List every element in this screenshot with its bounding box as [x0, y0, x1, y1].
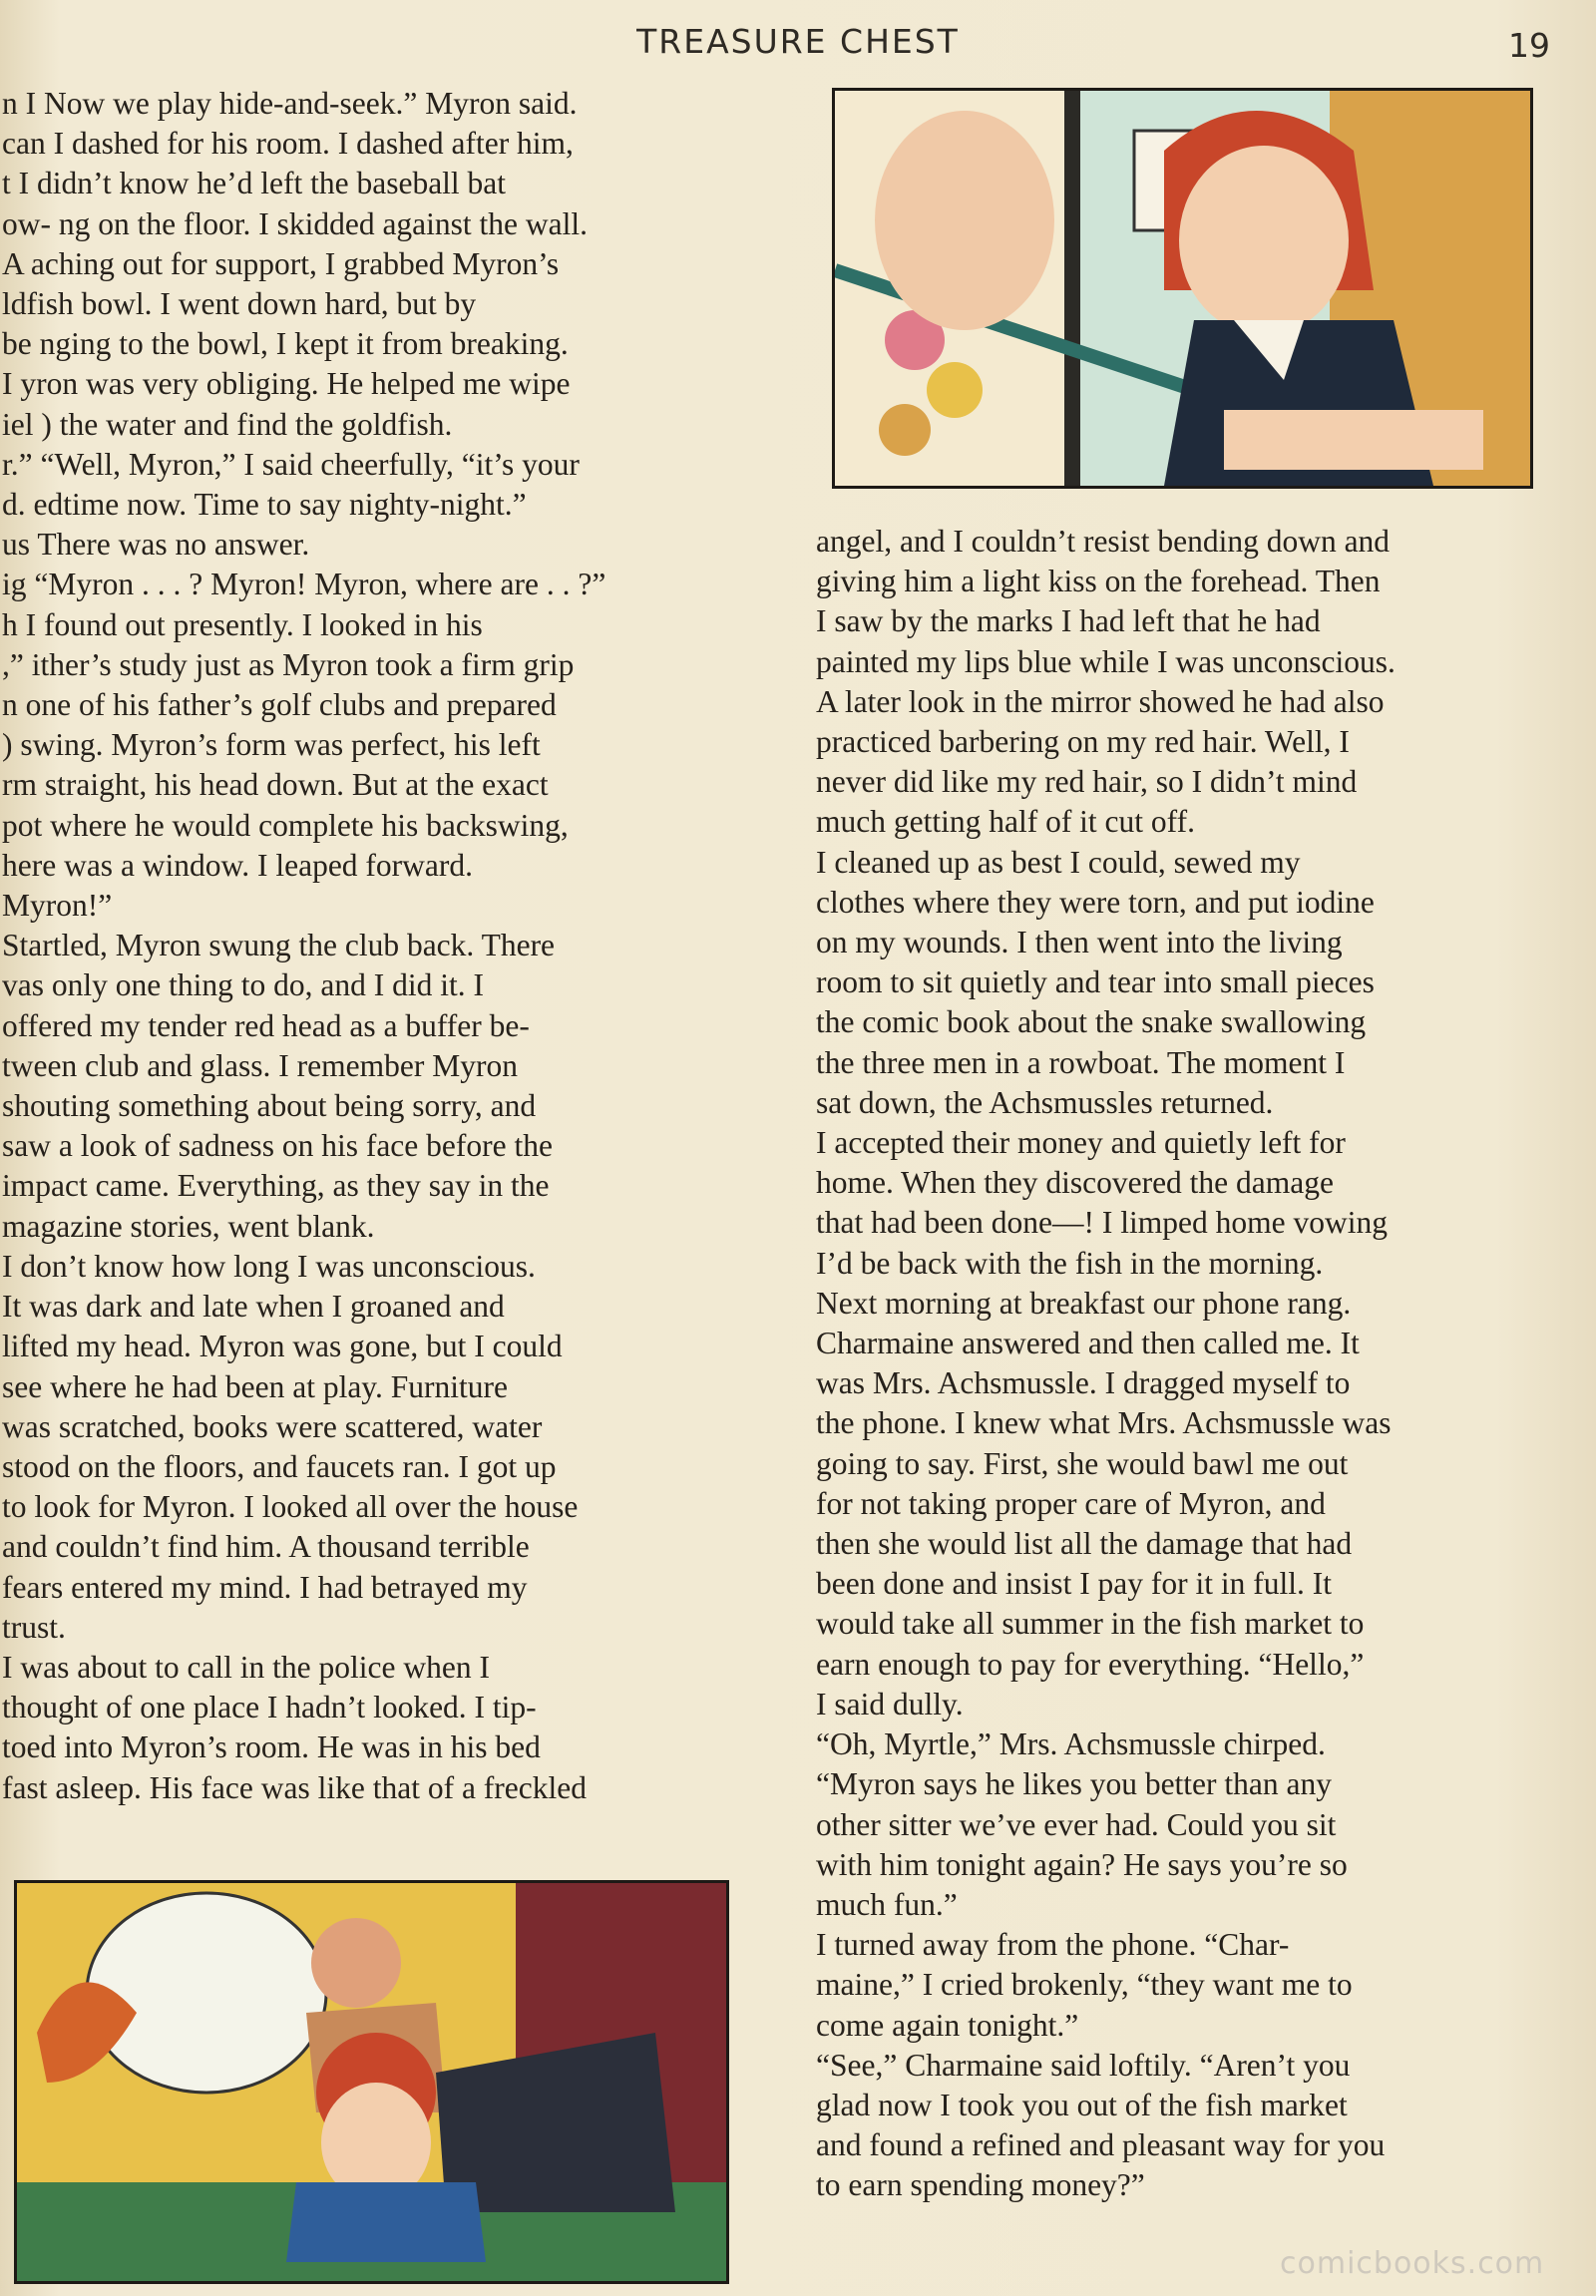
text-line: that had been done—! I limped home vowing: [816, 1205, 1388, 1241]
text-line: the phone. I knew what Mrs. Achsmussle was: [816, 1405, 1392, 1441]
text-line: d. edtime now. Time to say nighty-night.”: [2, 487, 527, 523]
text-line: painted my lips blue while I was unconscious.: [816, 643, 1396, 679]
text-line: sat down, the Achsmussles returned.: [816, 1084, 1274, 1120]
text-line: vas only one thing to do, and I did it. I: [2, 967, 484, 1003]
text-line: “Oh, Myrtle,” Mrs. Achsmussle chirped.: [816, 1726, 1326, 1762]
illustration-bottom-left: [14, 1880, 729, 2284]
text-line: ,” ither’s study just as Myron took a firm grip: [2, 646, 575, 682]
text-line: I don’t know how long I was unconscious.: [2, 1248, 536, 1284]
text-line: to earn spending money?”: [816, 2167, 1145, 2203]
text-line: I turned away from the phone. “Char-: [816, 1927, 1290, 1963]
text-line: never did like my red hair, so I didn’t mind: [816, 764, 1358, 800]
text-line: I accepted their money and quietly left for: [816, 1125, 1346, 1161]
text-line: maine,” I cried brokenly, “they want me to: [816, 1967, 1353, 2003]
right-text-column: [816, 522, 1544, 2206]
text-line: n I Now we play hide-and-seek.” Myron said.: [2, 86, 578, 121]
text-line: then she would list all the damage that had: [816, 1526, 1353, 1562]
panel-myrtle-and-myron-at-window: [835, 91, 1530, 486]
text-line: iel ) the water and find the goldfish.: [2, 406, 453, 442]
text-line: rm straight, his head down. But at the exact: [2, 767, 549, 803]
text-line: Charmaine answered and then called me. It: [816, 1326, 1360, 1361]
text-line: r.” “Well, Myron,” I said cheerfully, “it’s your: [2, 446, 580, 482]
text-line: n one of his father’s golf clubs and prepared: [2, 687, 557, 723]
text-line: much getting half of it cut off.: [816, 804, 1195, 840]
illustration-top-right: [832, 88, 1533, 489]
text-line: much fun.”: [816, 1886, 958, 1922]
text-line: I yron was very obliging. He helped me wipe: [2, 366, 571, 402]
text-line: I said dully.: [816, 1686, 964, 1722]
text-line: the three men in a rowboat. The moment I: [816, 1044, 1346, 1080]
text-line: to look for Myron. I looked all over the house: [2, 1489, 579, 1525]
text-line: practiced barbering on my red hair. Well, I: [816, 724, 1350, 760]
text-line: ig “Myron . . . ? Myron! Myron, where are . . ?”: [2, 567, 606, 602]
text-line: I saw by the marks I had left that he had: [816, 603, 1321, 639]
text-line: was scratched, books were scattered, water: [2, 1408, 543, 1444]
text-line: stood on the floors, and faucets ran. I got up: [2, 1448, 557, 1484]
text-line: and couldn’t find him. A thousand terrible: [2, 1529, 530, 1565]
text-line: shouting something about being sorry, and: [2, 1088, 537, 1124]
text-line: was Mrs. Achsmussle. I dragged myself to: [816, 1365, 1351, 1401]
text-line: Myron!”: [2, 888, 113, 924]
text-line: “Myron says he likes you better than any: [816, 1766, 1332, 1802]
text-line: here was a window. I leaped forward.: [2, 847, 474, 883]
text-line: “See,” Charmaine said loftily. “Aren’t you: [816, 2047, 1351, 2083]
text-line: Startled, Myron swung the club back. There: [2, 928, 556, 963]
text-line: It was dark and late when I groaned and: [2, 1289, 505, 1325]
left-text-column: [2, 84, 740, 1808]
panel-myrtle-knocked-down-fishbowl: [17, 1883, 726, 2281]
text-line: magazine stories, went blank.: [2, 1208, 375, 1244]
text-line: giving him a light kiss on the forehead. Then: [816, 564, 1381, 599]
watermark: comicbooks.com: [1280, 2246, 1545, 2281]
text-line: come again tonight.”: [816, 2007, 1079, 2043]
text-line: t I didn’t know he’d left the baseball bat: [2, 166, 507, 201]
text-line: can I dashed for his room. I dashed after him,: [2, 126, 574, 162]
text-line: A later look in the mirror showed he had also: [816, 683, 1385, 719]
text-line: fast asleep. His face was like that of a freckled: [2, 1769, 587, 1805]
text-line: toed into Myron’s room. He was in his bed: [2, 1729, 541, 1765]
text-line: for not taking proper care of Myron, and: [816, 1485, 1326, 1521]
text-line: clothes where they were torn, and put iodine: [816, 884, 1375, 920]
text-line: would take all summer in the fish market to: [816, 1606, 1365, 1642]
text-line: pot where he would complete his backswing,: [2, 807, 569, 843]
text-line: ldfish bowl. I went down hard, but by: [2, 286, 477, 322]
text-line: room to sit quietly and tear into small pieces: [816, 964, 1375, 1000]
text-line: tween club and glass. I remember Myron: [2, 1047, 518, 1083]
text-line: the comic book about the snake swallowing: [816, 1004, 1367, 1040]
page-number: 19: [1508, 26, 1550, 65]
text-line: be nging to the bowl, I kept it from breaking.: [2, 326, 569, 362]
text-line: other sitter we’ve ever had. Could you sit: [816, 1806, 1337, 1842]
text-line: I cleaned up as best I could, sewed my: [816, 844, 1301, 880]
text-line: going to say. First, she would bawl me out: [816, 1445, 1349, 1481]
text-line: saw a look of sadness on his face before the: [2, 1128, 553, 1164]
text-line: Next morning at breakfast our phone rang.: [816, 1285, 1352, 1321]
text-line: impact came. Everything, as they say in the: [2, 1168, 550, 1204]
text-line: offered my tender red head as a buffer be-: [2, 1007, 530, 1043]
text-line: trust.: [2, 1609, 66, 1645]
text-line: fears entered my mind. I had betrayed my: [2, 1569, 528, 1605]
text-line: I was about to call in the police when I: [2, 1649, 490, 1685]
text-line: home. When they discovered the damage: [816, 1165, 1334, 1201]
text-line: I’d be back with the fish in the morning.: [816, 1245, 1324, 1281]
text-line: and found a refined and pleasant way for you: [816, 2127, 1386, 2163]
text-line: lifted my head. Myron was gone, but I could: [2, 1329, 563, 1364]
text-line: earn enough to pay for everything. “Hello,”: [816, 1646, 1365, 1682]
text-line: thought of one place I hadn’t looked. I tip-: [2, 1690, 537, 1725]
text-line: A aching out for support, I grabbed Myron’s: [2, 245, 560, 281]
text-line: see where he had been at play. Furniture: [2, 1368, 508, 1404]
text-line: glad now I took you out of the fish market: [816, 2087, 1348, 2122]
text-line: with him tonight again? He says you’re so: [816, 1846, 1348, 1882]
text-line: ) swing. Myron’s form was perfect, his left: [2, 727, 541, 763]
text-line: ow- ng on the floor. I skidded against the wall.: [2, 205, 589, 241]
text-line: angel, and I couldn’t resist bending down and: [816, 524, 1391, 559]
text-line: us There was no answer.: [2, 527, 310, 563]
text-line: h I found out presently. I looked in his: [2, 606, 483, 642]
page-header-title: TREASURE CHEST: [636, 22, 960, 61]
text-line: on my wounds. I then went into the living: [816, 925, 1343, 960]
text-line: been done and insist I pay for it in full. It: [816, 1566, 1333, 1602]
